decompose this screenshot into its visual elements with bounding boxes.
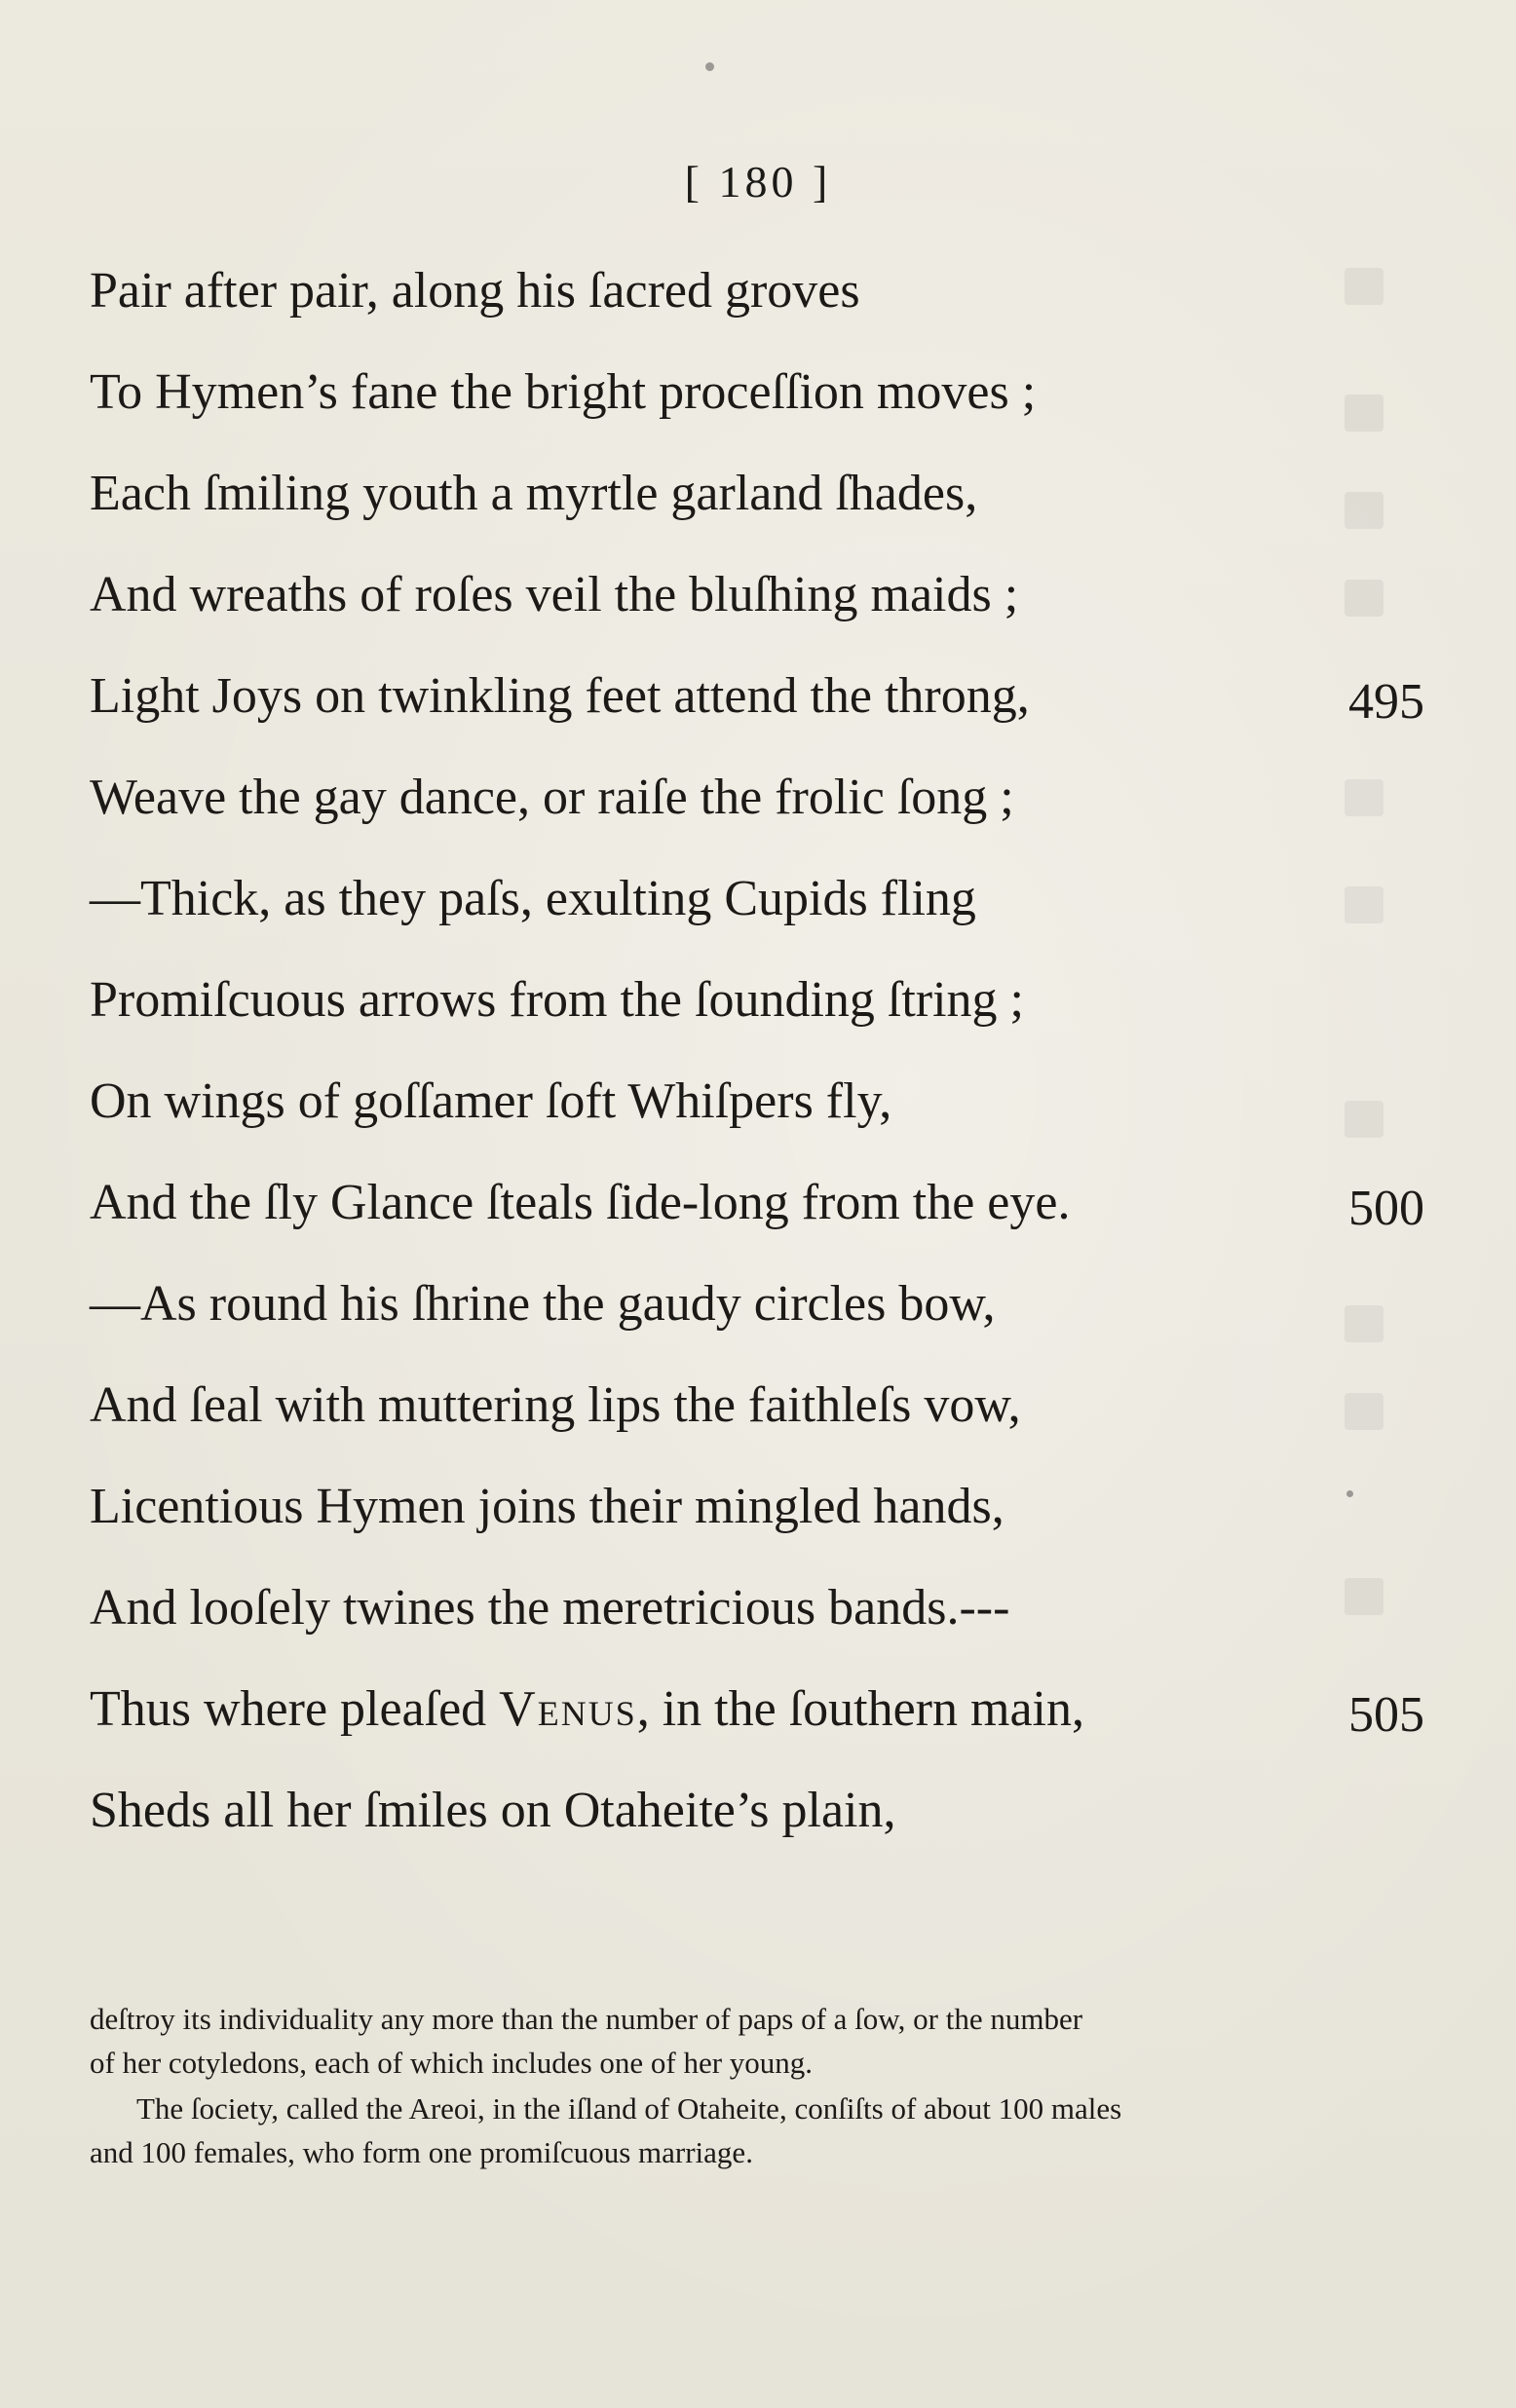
verse-text: Pair after pair, along his ſacred groves bbox=[90, 263, 860, 319]
venus-smallcaps: Venus bbox=[499, 1681, 637, 1737]
footnote-continuation bbox=[90, 1997, 1434, 2085]
verse-text: Promiſcuous arrows from the ſounding ſtring ; bbox=[90, 972, 1025, 1028]
footnote-areoi bbox=[90, 2087, 1434, 2174]
verse-text bbox=[90, 1674, 1084, 1746]
verse-line bbox=[90, 660, 1444, 762]
verse-text: To Hymen’s fane the bright proceſſion moves ; bbox=[90, 364, 1037, 420]
verse-text: Light Joys on twinkling feet attend the throng, bbox=[90, 668, 1030, 724]
footnote-line: and 100 females, who form one promiſcuous marriage. bbox=[90, 2135, 753, 2169]
verse-text: On wings of goſſamer ſoft Whiſpers fly, bbox=[90, 1073, 892, 1129]
footnote-line: deſtroy its individuality any more than the number of paps of a ſow, or the number bbox=[90, 2002, 1083, 2036]
line-number: 505 bbox=[1348, 1687, 1424, 1743]
verse-line bbox=[90, 357, 1444, 458]
verse-line bbox=[90, 1471, 1444, 1572]
footnotes bbox=[90, 1997, 1434, 2174]
verse-text: Licentious Hymen joins their mingled hands, bbox=[90, 1479, 1004, 1534]
verse-text: —As round his ſhrine the gaudy circles bow, bbox=[90, 1276, 996, 1332]
verse-line bbox=[90, 1268, 1444, 1370]
footnote-line: of her cotyledons, each of which includes one of her young. bbox=[90, 2046, 814, 2080]
footnote-line: The ſociety, called the Areoi, in the iſland of Otaheite, conſiſts of about 100 males bbox=[136, 2091, 1122, 2126]
verse-line bbox=[90, 1370, 1444, 1471]
page-number: [ 180 ] bbox=[684, 157, 832, 207]
verse-text: And wreaths of roſes veil the bluſhing maids ; bbox=[90, 567, 1019, 622]
verse-line bbox=[90, 1167, 1444, 1268]
verse-text: And the ſly Glance ſteals ſide-long from the eye. bbox=[90, 1175, 1071, 1230]
verse-line bbox=[90, 762, 1444, 863]
line-number: 500 bbox=[1348, 1181, 1424, 1236]
verse-text: Each ſmiling youth a myrtle garland ſhades, bbox=[90, 466, 978, 521]
verse-text: And looſely twines the meretricious bands.--- bbox=[90, 1580, 1010, 1636]
verse-line bbox=[90, 559, 1444, 660]
verse-text-part: Thus where pleaſed bbox=[90, 1681, 500, 1737]
verse-text: And ſeal with muttering lips the faithleſs vow, bbox=[90, 1377, 1021, 1433]
verse-line bbox=[90, 863, 1444, 964]
verse-line bbox=[90, 255, 1444, 357]
paper-speck bbox=[705, 62, 714, 71]
verse-text-part: , in the ſouthern main, bbox=[636, 1681, 1084, 1737]
verse-line bbox=[90, 1572, 1444, 1674]
verse-text: Sheds all her ſmiles on Otaheite’s plain, bbox=[90, 1783, 896, 1838]
verse-line bbox=[90, 964, 1444, 1066]
verse-text: Weave the gay dance, or raiſe the frolic ſong ; bbox=[90, 770, 1014, 825]
verse-line bbox=[90, 1674, 1444, 1775]
verse-line bbox=[90, 458, 1444, 559]
verse-line bbox=[90, 1066, 1444, 1167]
verse-line bbox=[90, 1775, 1444, 1876]
verse-text: —Thick, as they paſs, exulting Cupids fling bbox=[90, 871, 976, 926]
poem bbox=[90, 255, 1444, 1876]
line-number: 495 bbox=[1348, 674, 1424, 730]
